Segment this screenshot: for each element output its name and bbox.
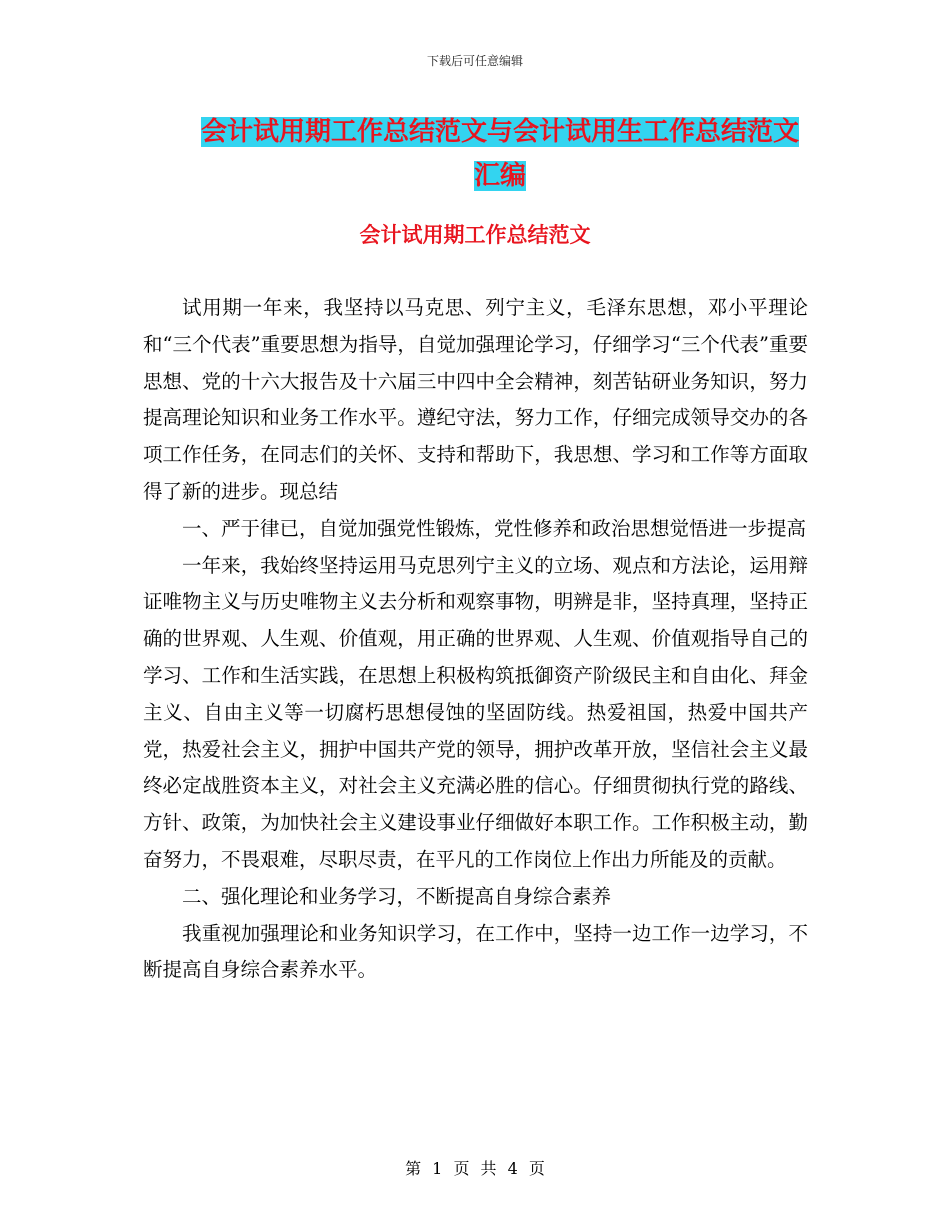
paragraph-heading-2: 二、强化理论和业务学习，不断提高自身综合素养 (182, 884, 612, 908)
document-title (190, 110, 810, 198)
paragraph-intro: 试用期一年来，我坚持以马克思、列宁主义，毛泽东思想，邓小平理论和“三个代表”重要思想为指导，自觉加强理论学习，仔细学习“三个代表”重要思想、党的十六大报告及十六届三中四中全会精神，刻苦钻研业务知识，努力提高理论知识和业务工作水平。遵纪守法，努力工作，仔细完成领导交办的各项工作任务，在同志们的关怀、支持和帮助下，我思想、学习和工作等方面取得了新的进步。现总结 (143, 296, 808, 503)
document-title-line-1: 会计试用期工作总结范文与会计试用生工作总结范文 (200, 117, 799, 147)
paragraph-heading-1: 一、严于律已，自觉加强党性锻炼，党性修养和政治思想觉悟进一步提高 (182, 516, 807, 540)
header-note: 下载后可任意编辑 (426, 54, 523, 68)
paragraph-section-1: 一年来，我始终坚持运用马克思列宁主义的立场、观点和方法论，运用辩证唯物主义与历史唯物主义去分析和观察事物，明辨是非，坚持真理，坚持正确的世界观、人生观、价值观，用正确的世界观、人生观、价值观指导自己的学习、工作和生活实践，在思想上积极构筑抵御资产阶级民主和自由化、拜金主义、自由主义等一切腐朽思想侵蚀的坚固防线。热爱祖国，热爱中国共产党，热爱社会主义，拥护中国共产党的领导，拥护改革开放，坚信社会主义最终必定战胜资本主义，对社会主义充满必胜的信心。仔细贯彻执行党的路线、方针、政策，为加快社会主义建设事业仔细做好本职工作。工作积极主动，勤奋努力，不畏艰难，尽职尽责，在平凡的工作岗位上作出力所能及的贡献。 (143, 553, 808, 871)
section-title: 会计试用期工作总结范文 (359, 223, 591, 247)
document-body (143, 290, 808, 989)
paragraph-section-2: 我重视加强理论和业务知识学习，在工作中，坚持一边工作一边学习，不断提高自身综合素养水平。 (143, 921, 808, 982)
document-title-line-2: 汇编 (473, 161, 526, 191)
page-footer: 第 1 页 共 4 页 (405, 1159, 545, 1178)
